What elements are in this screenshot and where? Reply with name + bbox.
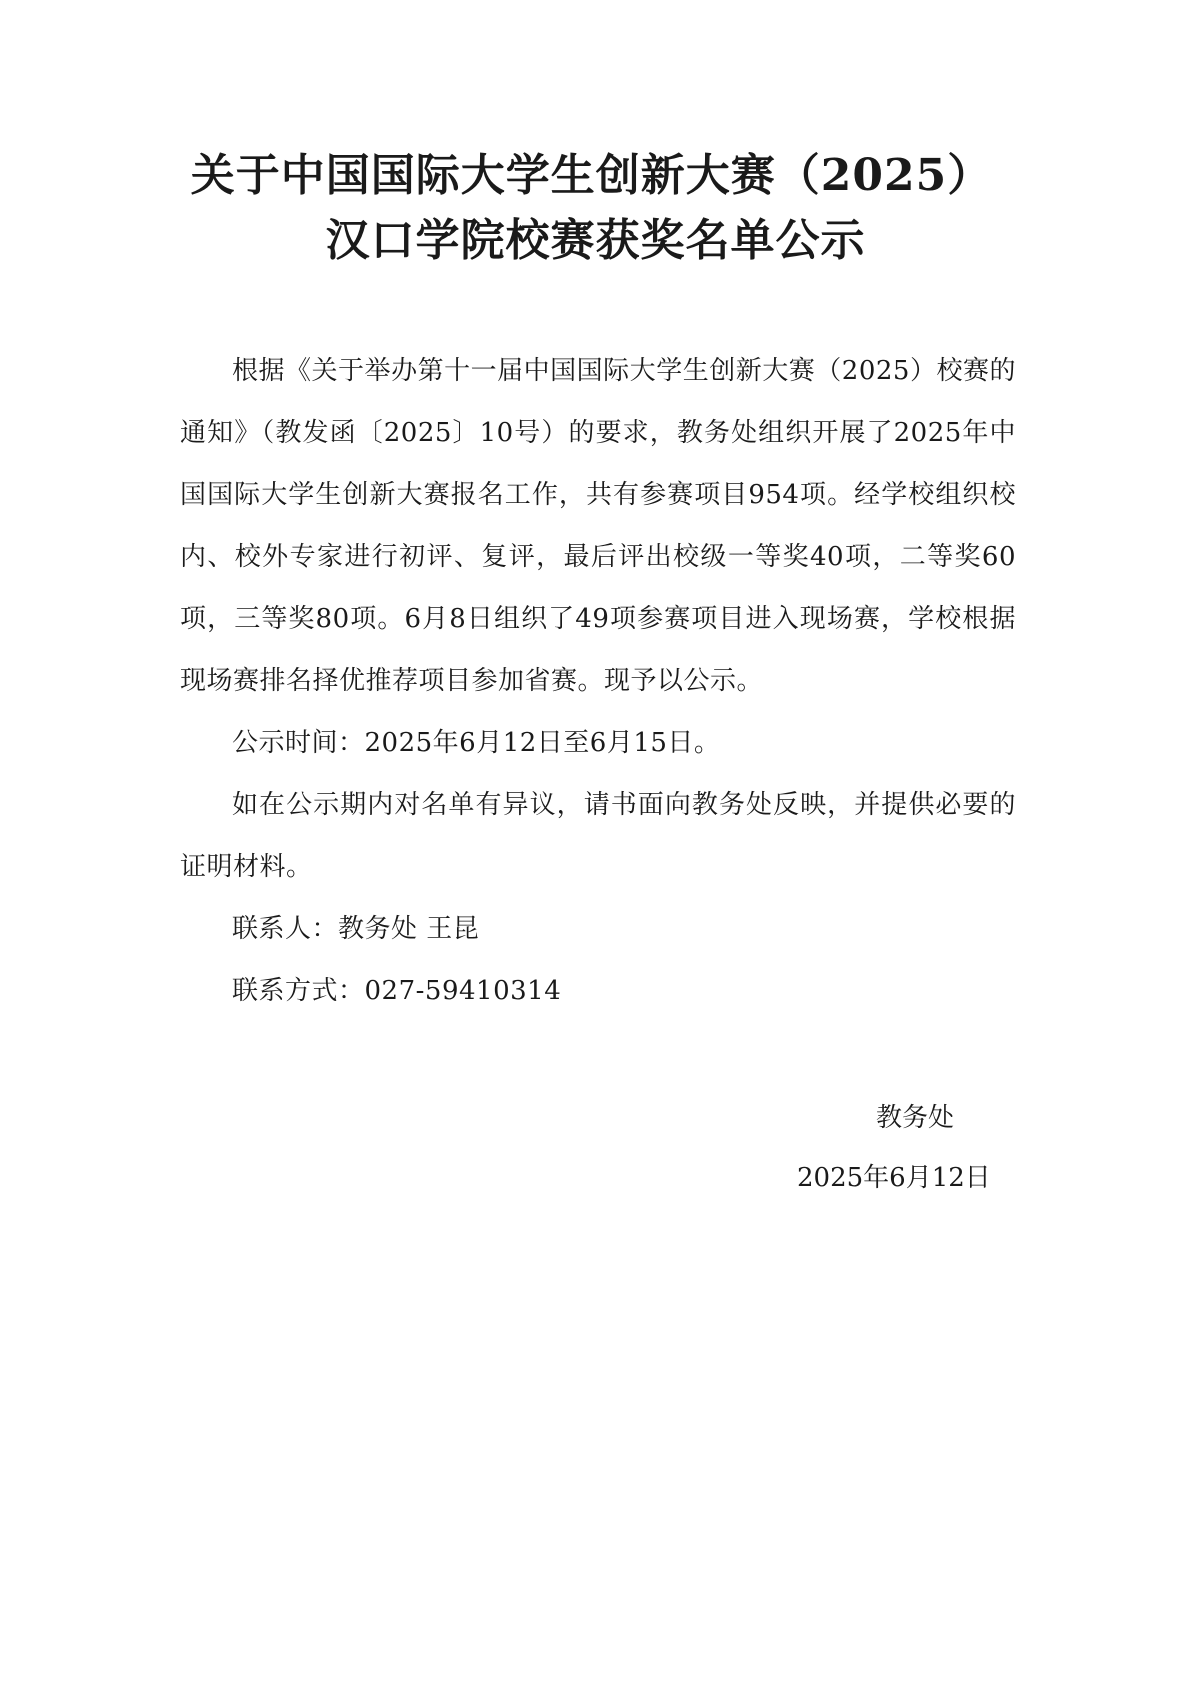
document-title-line-1: 关于中国国际大学生创新大赛（2025）	[190, 150, 993, 201]
document-body	[180, 340, 1016, 1022]
intro-paragraph: 根据《关于举办第十一届中国国际大学生创新大赛（2025）校赛的通知》（教发函〔2025〕10号）的要求，教务处组织开展了2025年中国国际大学生创新大赛报名工作，共有参赛项目954项。经学校组织校内、校外专家进行初评、复评，最后评出校级一等奖40项，二等奖60项，三等奖80项。6月8日组织了49项参赛项目进入现场赛，学校根据现场赛排名择优推荐项目参加省赛。现予以公示。	[180, 356, 1016, 696]
objection-notice: 如在公示期内对名单有异议，请书面向教务处反映，并提供必要的证明材料。	[180, 790, 1016, 882]
document-title-line-2: 汉口学院校赛获奖名单公示	[325, 215, 866, 266]
contact-person: 联系人：教务处 王昆	[232, 914, 480, 944]
signature-date: 2025年6月12日	[797, 1163, 991, 1193]
publicity-period: 公示时间：2025年6月12日至6月15日。	[232, 728, 721, 758]
contact-phone: 联系方式：027-59410314	[232, 976, 562, 1006]
signature-org: 教务处	[876, 1103, 955, 1133]
